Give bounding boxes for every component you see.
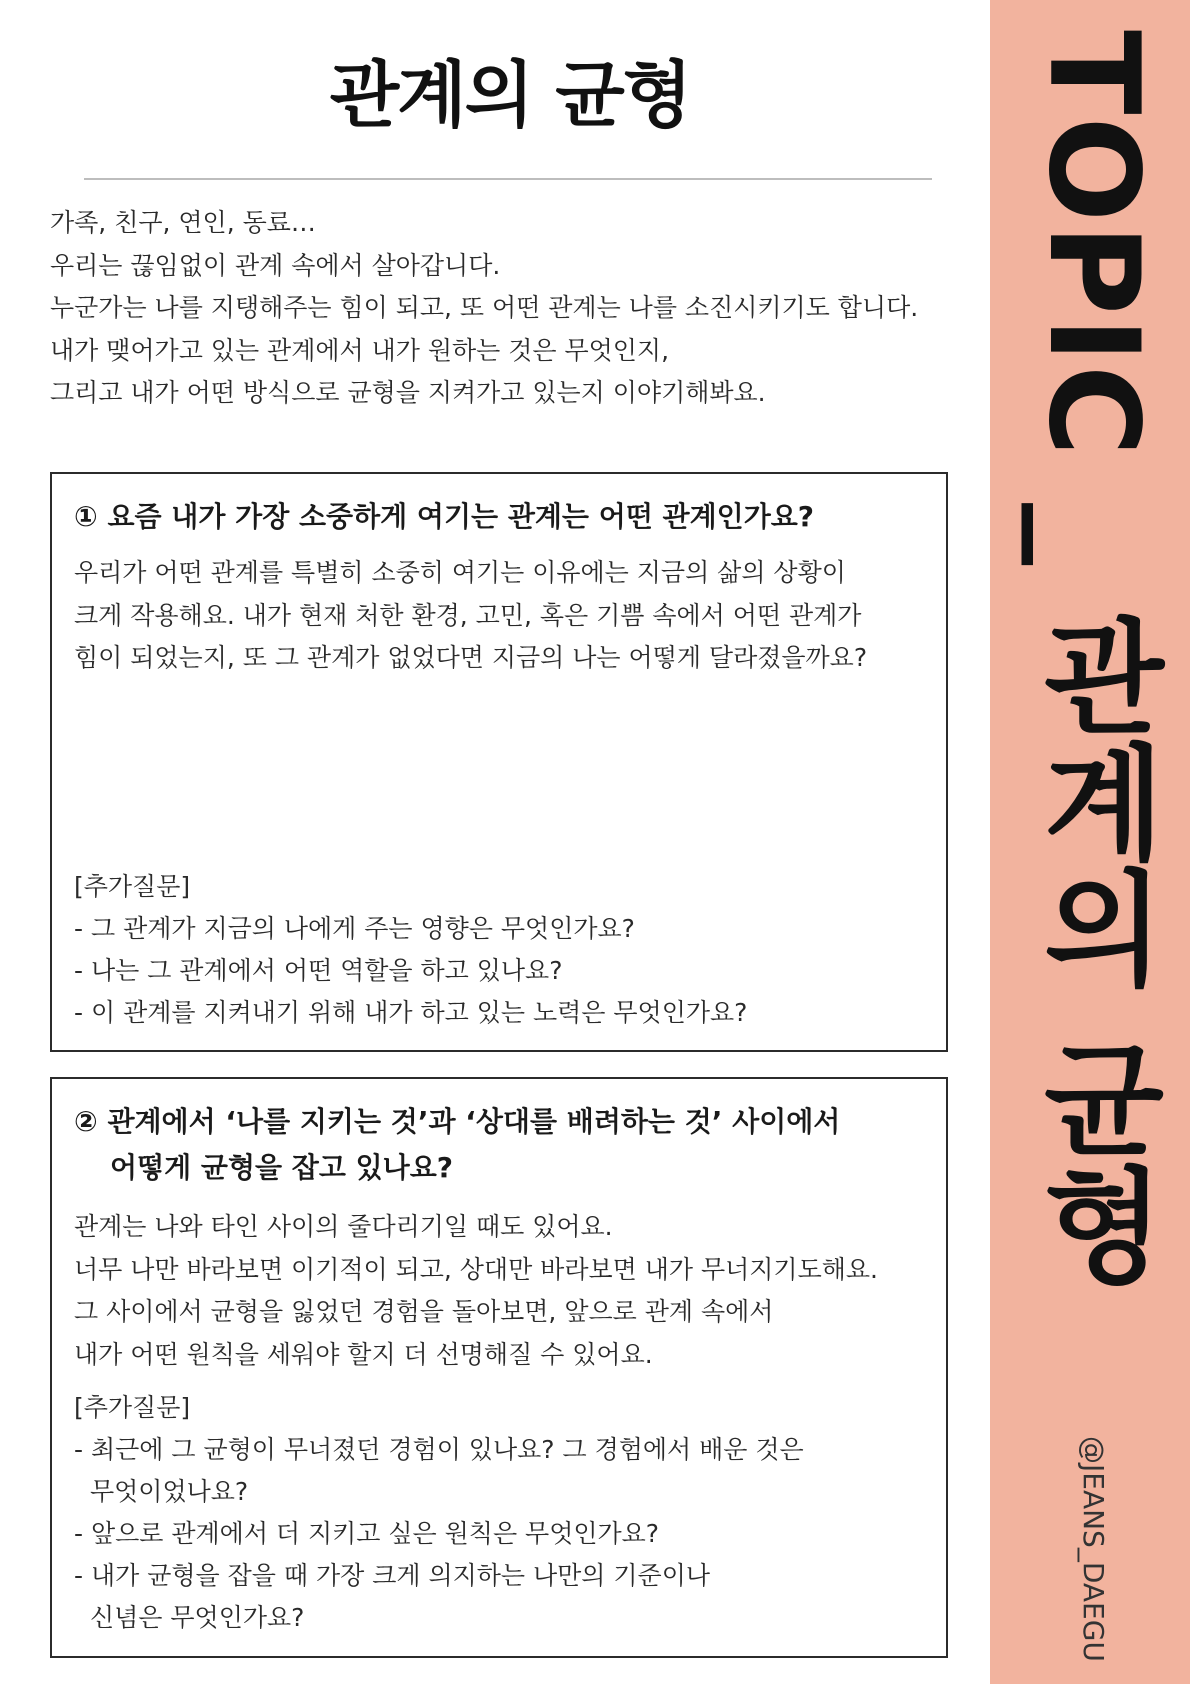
- intro-line: 그리고 내가 어떤 방식으로 균형을 지켜가고 있는지 이야기해봐요.: [50, 378, 766, 407]
- question-card-2: [50, 1077, 948, 1658]
- extra-question-item: - 앞으로 관계에서 더 지키고 싶은 원칙은 무엇인가요?: [74, 1519, 660, 1548]
- extra-question-item: - 이 관계를 지켜내기 위해 내가 하고 있는 노력은 무엇인가요?: [74, 998, 748, 1027]
- description-line: 너무 나만 바라보면 이기적이 되고, 상대만 바라보면 내가 무너지기도해요.: [74, 1254, 878, 1284]
- question-description: [74, 552, 867, 680]
- question-card-1: [50, 472, 948, 1052]
- intro-paragraph: [50, 202, 980, 415]
- intro-line: 누군가는 나를 지탱해주는 힘이 되고, 또 어떤 관계는 나를 소진시키기도 합니다.: [50, 293, 919, 322]
- extra-questions-label: [추가질문]: [74, 872, 191, 901]
- intro-line: 내가 맺어가고 있는 관계에서 내가 원하는 것은 무엇인지,: [50, 335, 670, 365]
- topic-sidebar: [990, 0, 1190, 1684]
- extra-question-item: - 내가 균형을 잡을 때 가장 크게 의지하는 나만의 기준이나: [74, 1561, 710, 1590]
- extra-questions-label: [추가질문]: [74, 1393, 191, 1422]
- question-heading-line: ② 관계에서 ‘나를 지키는 것’과 ‘상대를 배려하는 것’ 사이에서: [74, 1105, 841, 1138]
- intro-line: 우리는 끊임없이 관계 속에서 살아갑니다.: [50, 250, 501, 280]
- extra-question-item: - 최근에 그 균형이 무너졌던 경험이 있나요? 그 경험에서 배운 것은: [74, 1435, 804, 1464]
- question-description: [74, 1206, 878, 1376]
- description-line: 크게 작용해요. 내가 현재 처한 환경, 고민, 혹은 기쁨 속에서 어떤 관계가: [74, 600, 862, 630]
- question-heading-line: 어떻게 균형을 잡고 있나요?: [110, 1151, 454, 1184]
- question-heading: [74, 494, 814, 540]
- question-heading: [74, 1099, 840, 1191]
- description-line: 우리가 어떤 관계를 특별히 소중히 여기는 이유에는 지금의 삶의 상황이: [74, 558, 846, 587]
- extra-questions: [74, 866, 747, 1034]
- account-handle: @JEANS_DAEGU: [1077, 1436, 1110, 1662]
- extra-questions: [74, 1387, 804, 1639]
- extra-question-item: - 그 관계가 지금의 나에게 주는 영향은 무엇인가요?: [74, 914, 635, 943]
- topic-title: TOPIC _ 관계의 균형: [1021, 30, 1165, 1288]
- page-title: 관계의 균형: [329, 53, 691, 137]
- extra-question-item-continued: 신념은 무엇인가요?: [90, 1603, 305, 1632]
- title-divider: [84, 178, 932, 180]
- question-heading-line: ① 요즘 내가 가장 소중하게 여기는 관계는 어떤 관계인가요?: [74, 500, 815, 533]
- extra-question-item-continued: 무엇이었나요?: [90, 1477, 249, 1506]
- description-line: 내가 어떤 원칙을 세워야 할지 더 선명해질 수 있어요.: [74, 1339, 653, 1369]
- description-line: 관계는 나와 타인 사이의 줄다리기일 때도 있어요.: [74, 1212, 613, 1241]
- extra-question-item: - 나는 그 관계에서 어떤 역할을 하고 있나요?: [74, 956, 563, 985]
- intro-line: 가족, 친구, 연인, 동료…: [50, 208, 316, 237]
- description-line: 그 사이에서 균형을 잃었던 경험을 돌아보면, 앞으로 관계 속에서: [74, 1297, 774, 1326]
- description-line: 힘이 되었는지, 또 그 관계가 없었다면 지금의 나는 어떻게 달라졌을까요?: [74, 643, 868, 672]
